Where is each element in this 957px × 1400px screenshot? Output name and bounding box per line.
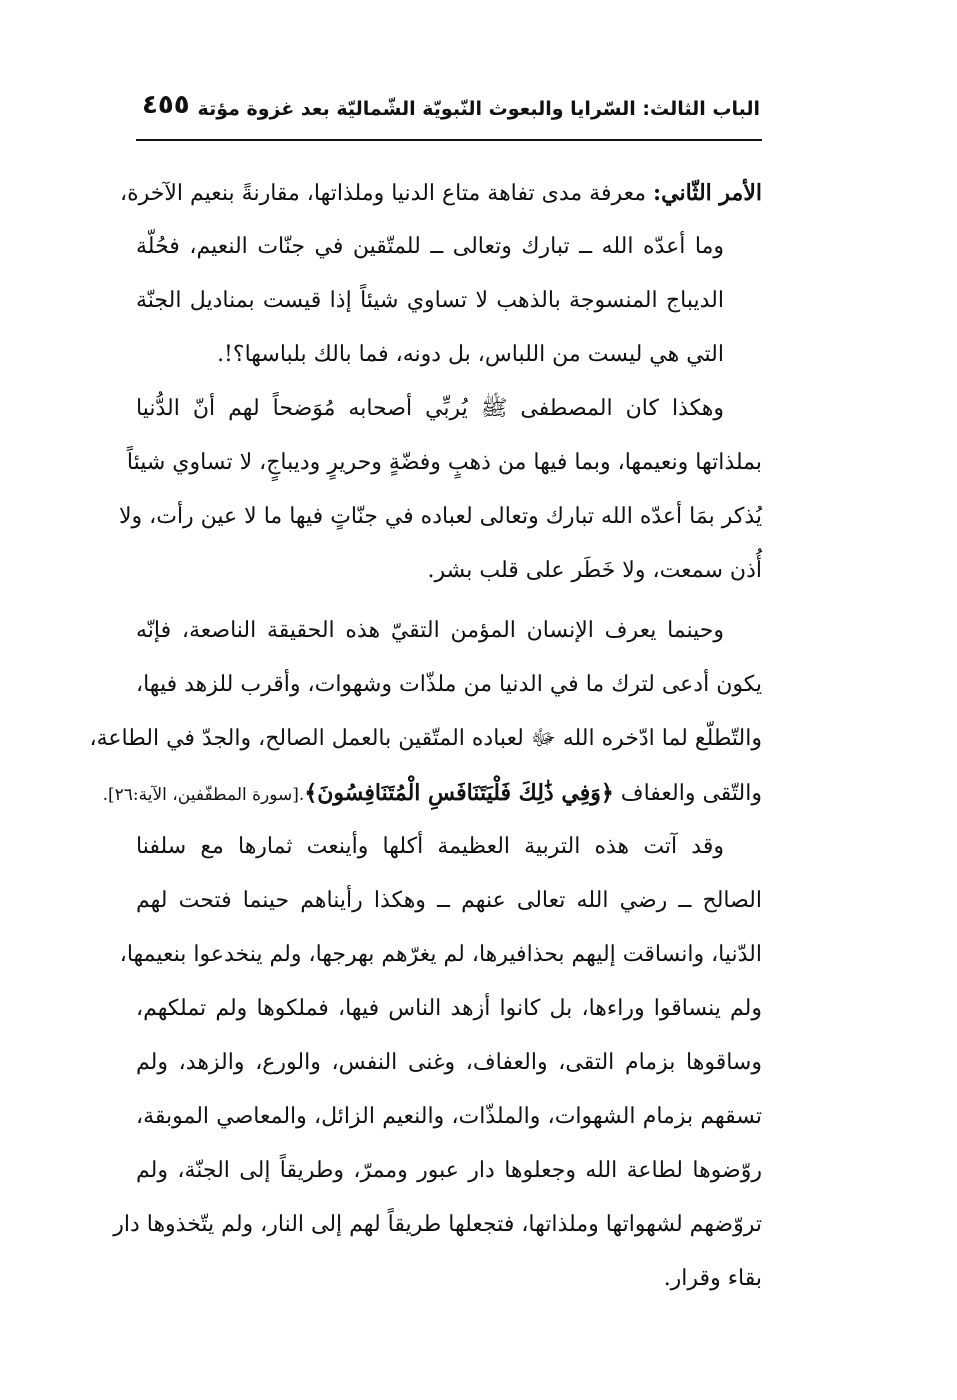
line-text: تروّضهم لشهواتها وملذاتها، فتجعلها طريقاً لهم إلى النار، ولم يتّخذوها دار	[113, 1212, 762, 1237]
text-line	[119, 928, 762, 982]
line-text: ولم ينساقوا وراءها، بل كانوا أزهد الناس فيها، فملكوها ولم تملكهم،	[136, 996, 762, 1021]
text-line	[119, 166, 762, 220]
page-header	[138, 90, 760, 140]
line-text: الصالح ــ رضي الله تعالى عنهم ــ وهكذا رأيناهم حينما فتحت لهم	[136, 888, 762, 913]
line-text: يكون أدعى لترك ما في الدنيا من ملذّات وشهوات، وأقرب للزهد فيها،	[136, 672, 762, 697]
text-line	[136, 1036, 762, 1090]
line-text: وحينما يعرف الإنسان المؤمن التقيّ هذه الحقيقة الناصعة، فإنّه	[136, 618, 724, 643]
line-text: يُذكر بمَا أعدّه الله تبارك وتعالى لعباده في جنّاتٍ فيها ما لا عين رأت، ولا	[118, 504, 762, 529]
line-text: والتّطلّع لما ادّخره الله ﷻ لعباده المتّقين بالعمل الصالح، والجدّ في الطاعة،	[89, 726, 762, 751]
line-text: بملذاتها ونعيمها، وبما فيها من ذهبٍ وفضّةٍ وحريرٍ وديباجٍ، لا تساوي شيئاً	[126, 450, 762, 475]
text-line	[118, 490, 762, 544]
text-line	[136, 1090, 762, 1144]
page-body	[89, 166, 762, 1306]
line-text: وساقوها بزمام التقى، والعفاف، وغنى النفس، والورع، والزهد، ولم	[136, 1050, 762, 1075]
text-line	[136, 658, 762, 712]
text-line	[136, 328, 762, 382]
text-line	[136, 982, 762, 1036]
line-text: أُذن سمعت، ولا خَطَر على قلب بشر.	[427, 558, 762, 583]
header-divider	[136, 139, 762, 141]
text-line	[136, 1252, 762, 1306]
quran-verse: ﴿وَفِي ذَٰلِكَ فَلْيَتَنَافَسِ الْمُتَنَافِسُونَ﴾	[304, 780, 614, 806]
text-line	[136, 544, 762, 598]
text-line	[136, 274, 762, 328]
page-number: ٤٥٥	[142, 90, 190, 120]
line-text: معرفة مدى تفاهة متاع الدنيا وملذاتها، مقارنةً بنعيم الآخرة،	[119, 181, 654, 206]
line-text: وما أعدّه الله ــ تبارك وتعالى ــ للمتّقين في جنّات النعيم، فحُلّة	[136, 234, 724, 259]
text-line	[136, 220, 762, 274]
line-text: الدّنيا، وانساقت إليهم بحذافيرها، لم يغرّهم بهرجها، ولم ينخدعوا بنعيمها،	[119, 942, 762, 967]
line-text: الديباج المنسوجة بالذهب لا تساوي شيئاً إذا قيست بمناديل الجنّة	[136, 288, 724, 313]
line-text: تسقهم بزمام الشهوات، والملذّات، والنعيم الزائل، والمعاصي الموبقة،	[136, 1104, 762, 1129]
text-line	[136, 1144, 762, 1198]
line-text: والتّقى والعفاف	[613, 781, 762, 806]
text-line	[136, 820, 762, 874]
line-text: التي هي ليست من اللباس، بل دونه، فما بالك بلباسها؟!.	[217, 342, 724, 367]
text-line	[126, 436, 762, 490]
verse-citation: .[سورة المطفّفين، الآية:٢٦].	[102, 785, 305, 805]
text-line	[136, 874, 762, 928]
text-line	[102, 766, 762, 820]
line-text: روّضوها لطاعة الله وجعلوها دار عبور وممرّ، وطريقاً إلى الجنّة، ولم	[136, 1158, 762, 1183]
text-line	[136, 604, 762, 658]
running-title: الباب الثالث: السّرايا والبعوث النّبويّة الشّماليّة بعد غزوة مؤتة	[197, 98, 760, 120]
line-text: وهكذا كان المصطفى ﷺ يُربِّي أصحابه مُوَضحاً لهم أنّ الدُّنيا	[136, 396, 724, 421]
line-text: بقاء وقرار.	[663, 1266, 762, 1291]
text-line	[136, 382, 762, 436]
section-lead: الأمر الثّاني:	[653, 180, 762, 206]
text-line	[89, 712, 762, 766]
line-text: وقد آتت هذه التربية العظيمة أكلها وأينعت ثمارها مع سلفنا	[136, 834, 724, 859]
text-line	[113, 1198, 762, 1252]
